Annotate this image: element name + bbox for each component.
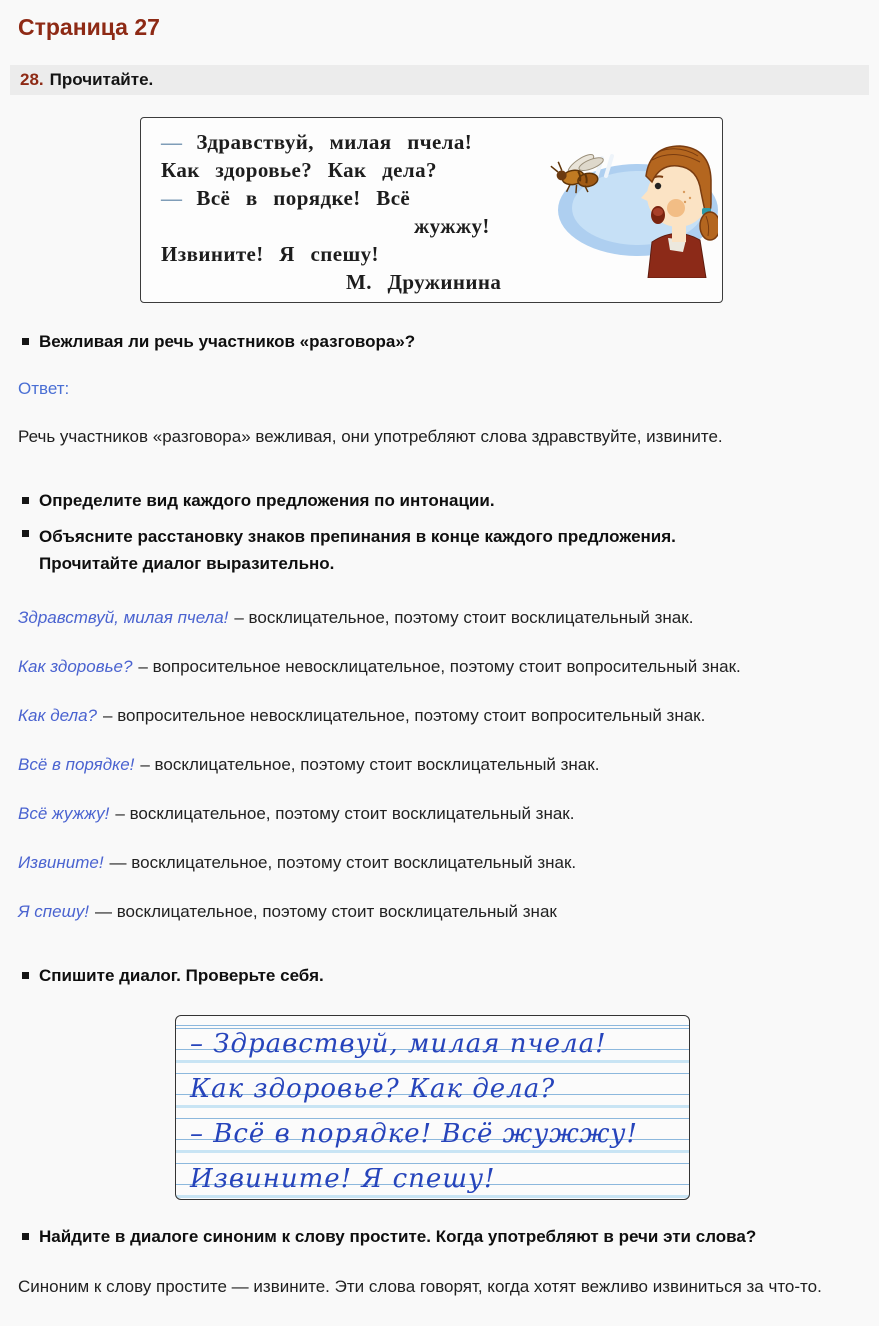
page-title: Страница 27	[18, 14, 160, 40]
poem-image	[140, 117, 723, 303]
task-text: Вежливая ли речь участников «разговора»?	[39, 332, 416, 351]
task-item-punctuation	[22, 523, 861, 577]
explanation-text: — восклицательное, поэтому стоит восклицательный знак	[94, 902, 557, 921]
poem-line: жужжу!	[414, 214, 490, 238]
quoted-phrase: Я спешу!	[18, 902, 89, 921]
explanation-item	[18, 754, 861, 776]
poem-line: Извините! Я спешу!	[161, 242, 379, 266]
bullet-square-icon	[22, 972, 29, 979]
quoted-phrase: Всё в порядке!	[18, 755, 135, 774]
handwriting-line: Как здоровье? Как дела?	[190, 1074, 556, 1104]
quoted-phrase: Извините!	[18, 853, 104, 872]
task-text: Объясните расстановку знаков препинания в конце каждого предложения. Прочитайте диалог выразительно.	[39, 527, 676, 573]
handwriting-line: – Всё в порядке! Всё жужжу!	[190, 1119, 638, 1149]
poem-author: М. Дружинина	[346, 270, 502, 294]
task-text: Определите вид каждого предложения по интонации.	[39, 491, 495, 510]
exercise-title: Прочитайте.	[49, 70, 154, 89]
task-item-copy-dialog	[22, 965, 861, 987]
explanation-text: – вопросительное невосклицательное, поэтому стоит вопросительный знак.	[138, 657, 741, 676]
explanation-text: – восклицательное, поэтому стоит восклицательный знак.	[115, 804, 575, 823]
explanation-item	[18, 803, 861, 825]
explanation-text: — восклицательное, поэтому стоит восклицательный знак.	[109, 853, 577, 872]
explanation-text: – восклицательное, поэтому стоит восклицательный знак.	[140, 755, 600, 774]
handwriting-line: Извините! Я спешу!	[190, 1164, 496, 1194]
bullet-square-icon	[22, 1233, 29, 1240]
quoted-phrase: Здравствуй, милая пчела!	[18, 608, 229, 627]
explanation-item	[18, 607, 861, 629]
exercise-number: 28.	[20, 70, 44, 89]
explanation-item	[18, 852, 861, 874]
dialog-dash: —	[161, 186, 183, 210]
bullet-square-icon	[22, 530, 29, 537]
explanation-text: – вопросительное невосклицательное, поэтому стоит вопросительный знак.	[103, 706, 706, 725]
poem-line: — Всё в порядке! Всё	[161, 186, 411, 210]
bullet-square-icon	[22, 338, 29, 345]
bullet-square-icon	[22, 497, 29, 504]
quoted-phrase: Как дела?	[18, 706, 98, 725]
exercise-header	[10, 65, 869, 95]
quoted-phrase: Как здоровье?	[18, 657, 133, 676]
explanation-item	[18, 705, 861, 727]
task-item-politeness	[22, 331, 861, 353]
answer-label: Ответ:	[18, 379, 70, 398]
quoted-phrase: Всё жужжу!	[18, 804, 110, 823]
task-item-synonym	[22, 1226, 861, 1248]
answer-politeness: Речь участников «разговора» вежливая, они употребляют слова здравствуйте, извините.	[18, 427, 723, 446]
task-text: Найдите в диалоге синоним к слову простите. Когда употребляют в речи эти слова?	[39, 1227, 757, 1246]
task-item-intonation	[22, 490, 861, 512]
answer-synonym: Синоним к слову простите — извините. Эти слова говорят, когда хотят вежливо извиниться за что-то.	[18, 1277, 822, 1296]
explanation-item	[18, 901, 861, 923]
handwriting-image	[175, 1015, 690, 1200]
poem-line: — Здравствуй, милая пчела!	[161, 130, 473, 154]
handwriting-line: – Здравствуй, милая пчела!	[190, 1029, 607, 1059]
explanation-item	[18, 656, 861, 678]
poem-line: Как здоровье? Как дела?	[161, 158, 437, 182]
dialog-dash: —	[161, 130, 183, 154]
task-text: Спишите диалог. Проверьте себя.	[39, 966, 324, 985]
explanation-text: – восклицательное, поэтому стоит восклицательный знак.	[234, 608, 694, 627]
